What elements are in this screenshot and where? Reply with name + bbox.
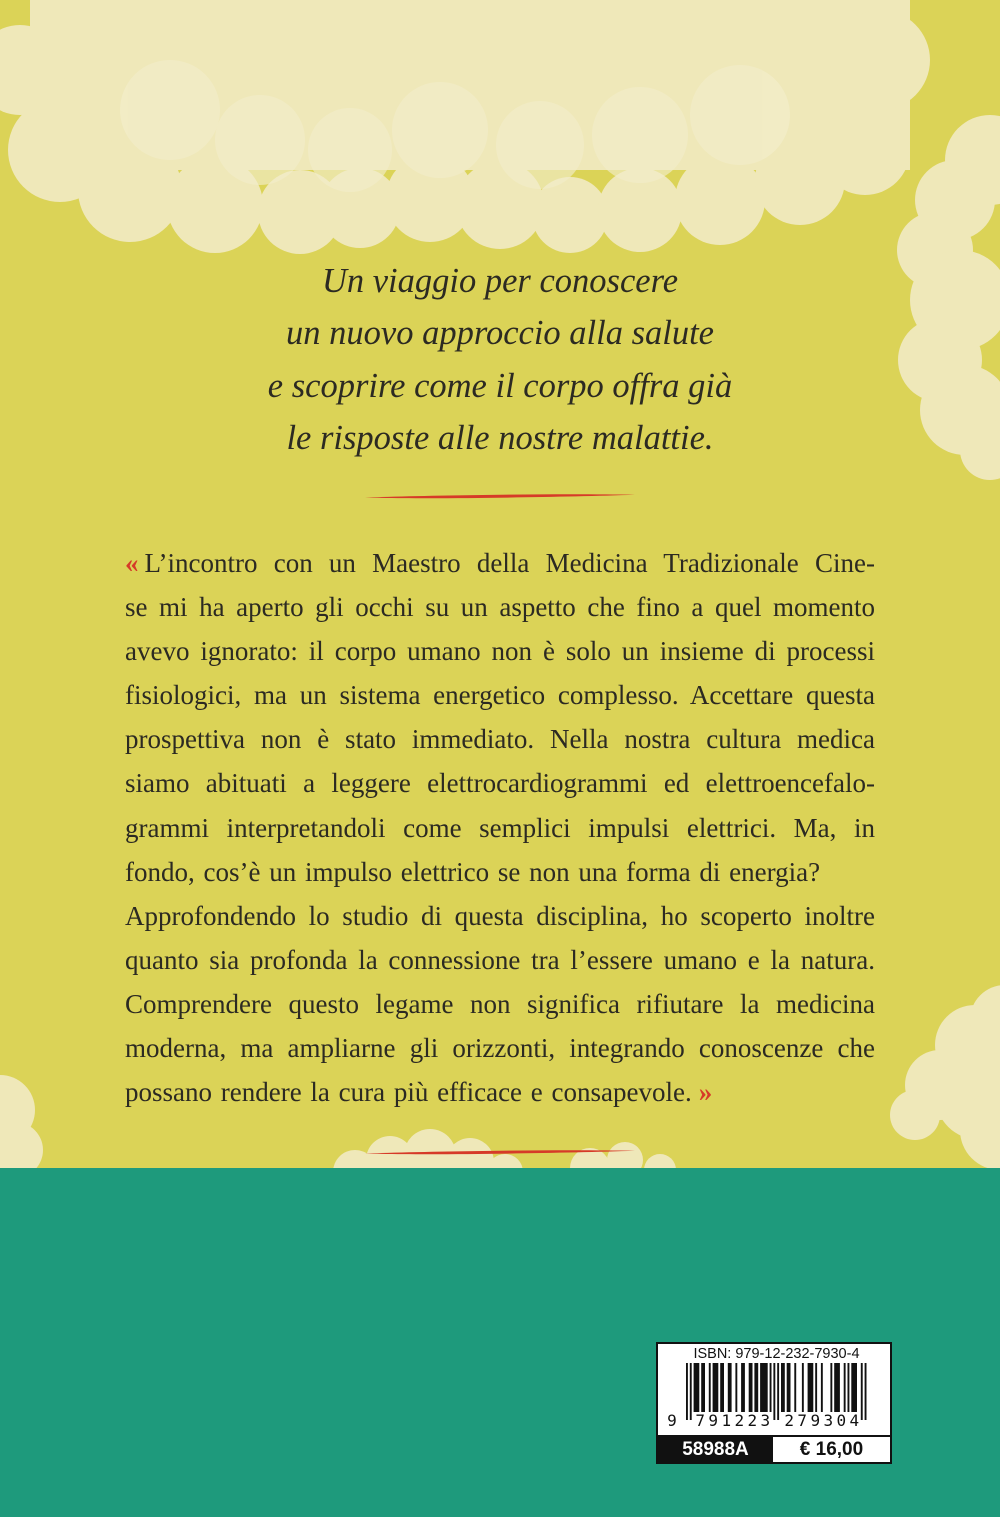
barcode-leading-digit: 9 — [667, 1411, 677, 1430]
paragraph-line: fisiologici, ma un sistema energetico complesso. Accettare questa — [125, 680, 875, 711]
paragraph-line: Comprendere questo legame non significa rifiutare la medicina — [125, 988, 875, 1019]
paragraph-line: grammi interpretandoli come semplici impulsi elettrici. Ma, in — [125, 812, 875, 843]
paragraph-line: quanto sia profonda la connessione tra l’essere umano e la natura. — [125, 944, 875, 975]
cloud-puff — [830, 10, 930, 110]
barcode-bar — [709, 1363, 711, 1412]
paragraph-line: Approfondendo lo studio di questa disciplina, ho scoperto inoltre — [125, 900, 875, 931]
cloud-puff — [392, 82, 488, 178]
cloud-puff — [820, 105, 910, 195]
cloud-puff — [690, 65, 790, 165]
barcode-bar — [713, 1363, 719, 1412]
barcode-right-digits: 279304 — [784, 1411, 863, 1430]
barcode-bar — [830, 1363, 832, 1412]
paragraph-line-text: L’incontro con un Maestro della Medicina Tradizionale Cine- — [144, 548, 875, 578]
price: € 16,00 — [773, 1437, 890, 1462]
barcode-bar — [844, 1363, 846, 1412]
cloud-puff — [592, 87, 688, 183]
barcode-bar — [741, 1363, 745, 1412]
barcode-guard-bar — [773, 1363, 775, 1420]
paragraph-line: prospettiva non è stato immediato. Nella nostra cultura medica — [125, 724, 875, 755]
barcode-bar — [787, 1363, 791, 1412]
barcode-bar — [781, 1363, 785, 1412]
barcode-bar — [749, 1363, 753, 1412]
paragraph-line-text: possano rendere la cura più efficace e consapevole. — [125, 1077, 692, 1108]
tagline-line: Un viaggio per conoscere — [321, 262, 679, 300]
barcode-bar — [851, 1363, 857, 1412]
barcode-bar — [754, 1363, 758, 1412]
cloud-puff — [675, 155, 765, 245]
barcode-label — [656, 1342, 892, 1464]
paragraph-line: siamo abituati a leggere elettrocardiogrammi ed elettroencefalo- — [125, 768, 875, 799]
product-code: 58988A — [658, 1437, 773, 1462]
paragraph-line: moderna, ma ampliarne gli orizzonti, integrando conoscenze che — [125, 1033, 875, 1064]
paragraph-line — [125, 541, 875, 585]
barcode-bar — [815, 1363, 817, 1412]
cloud-puff — [120, 60, 220, 160]
barcode-bar — [802, 1363, 804, 1412]
barcode-bar — [701, 1363, 705, 1412]
quote-paragraph — [125, 541, 875, 1114]
paragraph-line: se mi ha aperto gli occhi su un aspetto che fino a quel momento — [125, 592, 875, 623]
cloud-puff — [496, 101, 584, 189]
tagline — [0, 255, 1000, 464]
isbn-text: ISBN: 979-12-232-7930-4 — [693, 1346, 860, 1362]
barcode-bar — [848, 1363, 850, 1412]
tagline-line: le risposte alle nostre malattie. — [286, 418, 714, 457]
paragraph-line: avevo ignorato: il corpo umano non è solo un insieme di processi — [125, 636, 875, 667]
tagline-line: e scoprire come il corpo offra già — [267, 366, 733, 405]
cloud-puff — [215, 95, 305, 185]
barcode-bar — [770, 1363, 772, 1412]
barcode-guard-bar — [686, 1363, 688, 1420]
quote-close-mark: » — [698, 1077, 713, 1108]
barcode-bar — [834, 1363, 840, 1412]
quote-open-mark: « — [125, 548, 139, 578]
barcode-bar — [728, 1363, 732, 1412]
barcode-guard-bar — [865, 1363, 867, 1420]
cloud-puff — [308, 108, 392, 192]
barcode-bar — [720, 1363, 724, 1412]
paragraph-line — [125, 1070, 875, 1114]
barcode-bar — [808, 1363, 814, 1412]
cloud-puff — [890, 1090, 940, 1140]
barcode-bar — [694, 1363, 700, 1412]
barcode-left-digits: 791223 — [695, 1411, 774, 1430]
barcode-bar — [735, 1363, 737, 1412]
barcode-bar — [821, 1363, 823, 1412]
tagline-line: un nuovo approccio alla salute — [286, 314, 714, 353]
barcode-bar — [760, 1363, 768, 1412]
price-strip — [658, 1435, 890, 1462]
barcode-bar — [794, 1363, 796, 1412]
barcode-guard-bar — [777, 1363, 779, 1420]
paragraph-line: fondo, cos’è un impulso elettrico se non una forma di energia? — [125, 856, 821, 887]
